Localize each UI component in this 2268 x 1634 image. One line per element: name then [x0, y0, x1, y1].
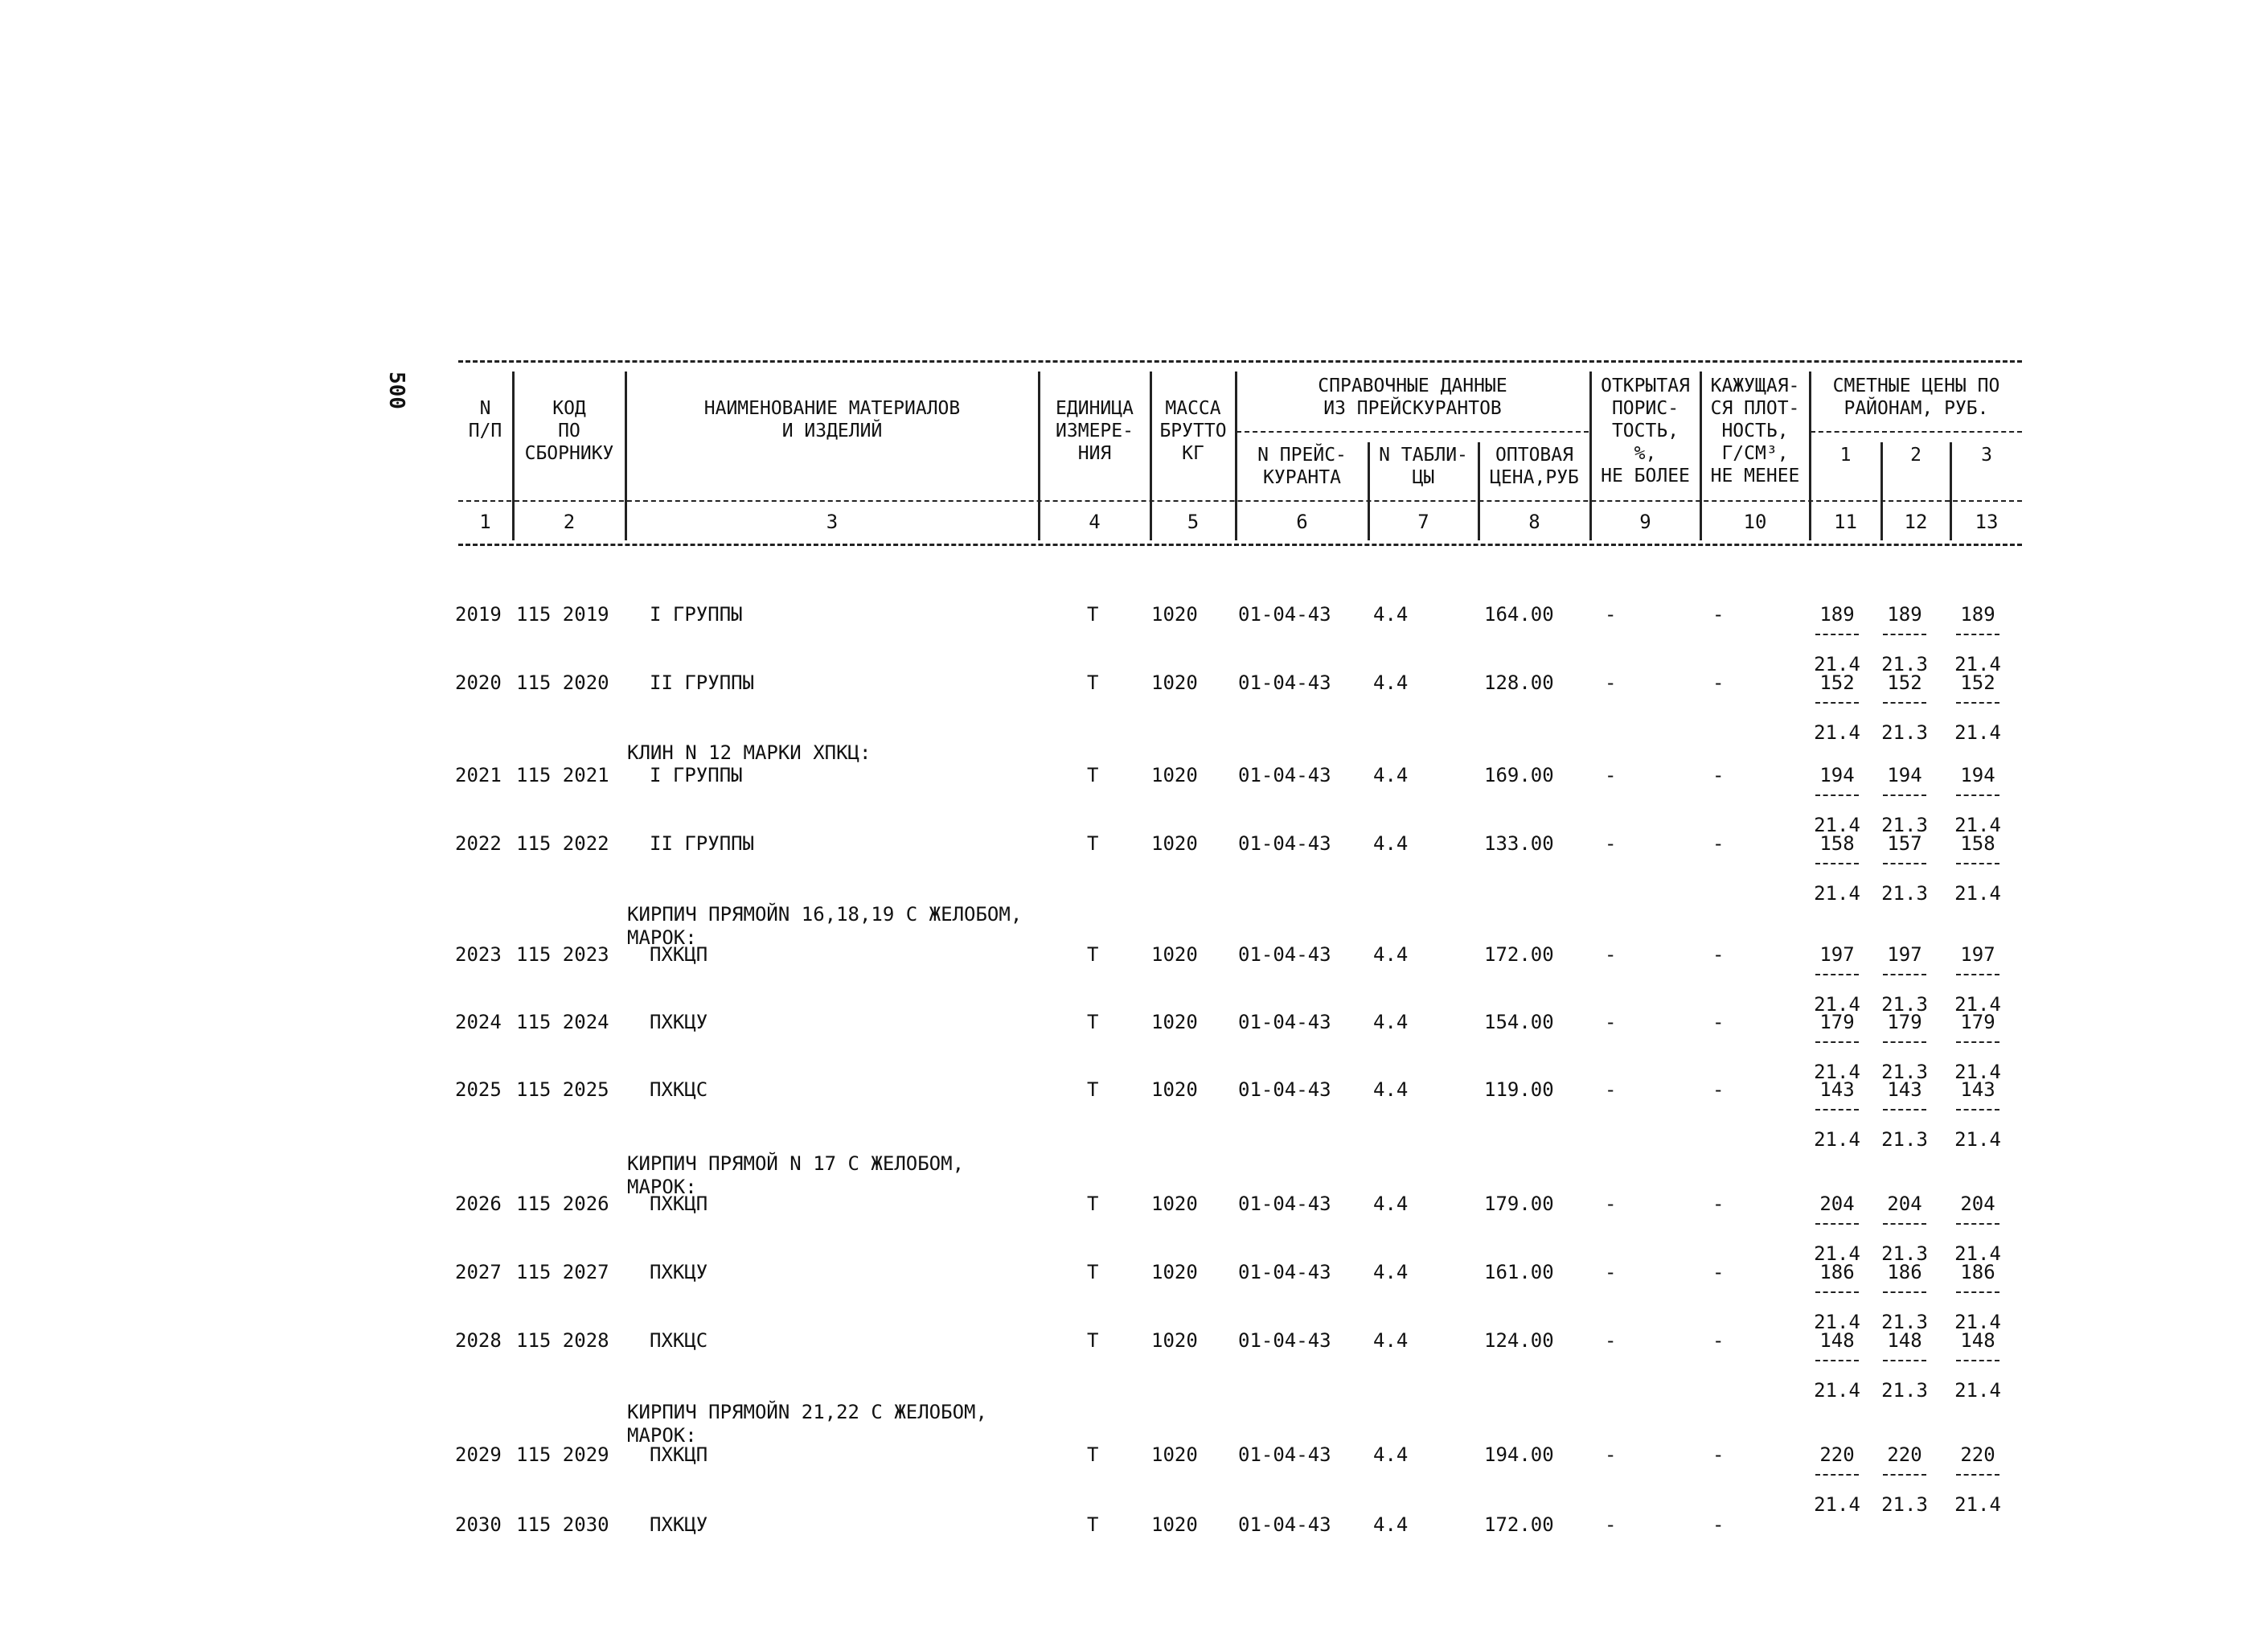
price-value: 158 [1819, 832, 1855, 855]
cell-unit: Т [1087, 943, 1099, 966]
cell-price-list: 01-04-43 [1238, 832, 1331, 855]
section-title: КИРПИЧ ПРЯМОЙ N 17 С ЖЕЛОБОМ, МАРОК: [627, 1152, 965, 1198]
cell-region-price-2 [1876, 1193, 1933, 1265]
cell-mass: 1020 [1151, 1443, 1198, 1466]
cell-unit: Т [1087, 764, 1099, 786]
cell-unit: Т [1087, 671, 1099, 694]
cell-porosity: - [1605, 1193, 1617, 1215]
cell-mass: 1020 [1151, 1513, 1198, 1536]
cell-region-price-2 [1876, 1443, 1933, 1516]
cell-np: 2028 [455, 1329, 502, 1352]
fraction-bar [1815, 863, 1859, 864]
cell-name: ПХКЦУ [650, 1513, 708, 1536]
column-number: 1 [479, 511, 491, 533]
cell-wholesale: 164.00 [1484, 603, 1554, 626]
price-value: 179 [1960, 1011, 1995, 1033]
cell-wholesale: 172.00 [1484, 1513, 1554, 1536]
cell-porosity: - [1605, 764, 1617, 786]
cell-code: 115 2028 [516, 1329, 609, 1352]
fraction-bar [1883, 794, 1926, 796]
cell-mass: 1020 [1151, 1193, 1198, 1215]
cell-region-price-2 [1876, 764, 1933, 836]
cell-code: 115 2029 [516, 1443, 609, 1466]
cell-wholesale: 161.00 [1484, 1261, 1554, 1283]
cell-price-list: 01-04-43 [1238, 943, 1331, 966]
price-coefficient: 21.3 [1881, 993, 1928, 1016]
cell-mass: 1020 [1151, 832, 1198, 855]
section-title: КЛИН N 12 МАРКИ ХПКЦ: [627, 741, 872, 764]
cell-region-price-3 [1950, 764, 2006, 836]
fraction-bar [1883, 1041, 1926, 1043]
price-coefficient: 21.4 [1954, 721, 2001, 744]
cell-wholesale: 194.00 [1484, 1443, 1554, 1466]
price-coefficient: 21.4 [1814, 1493, 1860, 1516]
cell-wholesale: 154.00 [1484, 1011, 1554, 1033]
fraction-bar [1883, 1109, 1926, 1111]
header-reference-group: СПРАВОЧНЫЕ ДАННЫЕ ИЗ ПРЕЙСКУРАНТОВ [1318, 376, 1507, 419]
fraction-bar [1815, 1109, 1859, 1111]
cell-np: 2024 [455, 1011, 502, 1033]
cell-density: - [1712, 1261, 1725, 1283]
cell-mass: 1020 [1151, 1329, 1198, 1352]
cell-wholesale: 179.00 [1484, 1193, 1554, 1215]
cell-np: 2027 [455, 1261, 502, 1283]
price-value: 143 [1960, 1078, 1995, 1101]
header-top-rule [458, 360, 2022, 363]
price-value: 148 [1960, 1329, 1995, 1352]
cell-density: - [1712, 1193, 1725, 1215]
cell-density: - [1712, 764, 1725, 786]
cell-porosity: - [1605, 671, 1617, 694]
price-value: 158 [1960, 832, 1995, 855]
cell-region-price-3 [1950, 1443, 2006, 1516]
price-value: 189 [1819, 603, 1855, 626]
cell-region-price-3 [1950, 1078, 2006, 1151]
cell-unit: Т [1087, 1261, 1099, 1283]
fraction-bar [1883, 1474, 1926, 1476]
cell-np: 2021 [455, 764, 502, 786]
cell-density: - [1712, 671, 1725, 694]
price-coefficient: 21.4 [1954, 1242, 2001, 1265]
cell-wholesale: 128.00 [1484, 671, 1554, 694]
fraction-bar [1956, 1474, 1999, 1476]
cell-density: - [1712, 1513, 1725, 1536]
fraction-bar [1815, 1223, 1859, 1225]
cell-region-price-1 [1809, 1329, 1865, 1402]
fraction-bar [1883, 634, 1926, 635]
cell-mass: 1020 [1151, 603, 1198, 626]
column-number: 4 [1089, 511, 1101, 533]
cell-wholesale: 124.00 [1484, 1329, 1554, 1352]
fraction-bar [1956, 1109, 1999, 1111]
cell-code: 115 2025 [516, 1078, 609, 1101]
fraction-bar [1815, 634, 1859, 635]
cell-porosity: - [1605, 1329, 1617, 1352]
fraction-bar [1815, 702, 1859, 704]
price-coefficient: 21.4 [1814, 882, 1860, 905]
header-bottom-rule [458, 544, 2022, 546]
fraction-bar [1815, 794, 1859, 796]
column-number: 12 [1904, 511, 1928, 533]
cell-density: - [1712, 1329, 1725, 1352]
cell-porosity: - [1605, 1078, 1617, 1101]
cell-np: 2022 [455, 832, 502, 855]
cell-wholesale: 119.00 [1484, 1078, 1554, 1101]
price-coefficient: 21.4 [1954, 1311, 2001, 1333]
price-coefficient: 21.4 [1954, 1493, 2001, 1516]
cell-region-price-1 [1809, 1261, 1865, 1333]
price-value: 148 [1819, 1329, 1855, 1352]
cell-name: ПХКЦС [650, 1078, 708, 1101]
column-number: 3 [826, 511, 839, 533]
cell-wholesale: 169.00 [1484, 764, 1554, 786]
cell-name: ПХКЦП [650, 1193, 708, 1215]
cell-unit: Т [1087, 1513, 1099, 1536]
column-number: 13 [1975, 511, 1999, 533]
fraction-bar [1956, 702, 1999, 704]
price-coefficient: 21.4 [1814, 1311, 1860, 1333]
price-value: 220 [1887, 1443, 1922, 1466]
cell-code: 115 2019 [516, 603, 609, 626]
cell-density: - [1712, 832, 1725, 855]
cell-region-price-2 [1876, 1011, 1933, 1083]
fraction-bar [1956, 1360, 1999, 1361]
price-value: 152 [1960, 671, 1995, 694]
column-number: 7 [1417, 511, 1429, 533]
header-number-rule [458, 500, 2022, 502]
cell-unit: Т [1087, 832, 1099, 855]
cell-name: I ГРУППЫ [650, 603, 743, 626]
cell-table: 4.4 [1373, 764, 1409, 786]
cell-porosity: - [1605, 1261, 1617, 1283]
cell-price-list: 01-04-43 [1238, 1193, 1331, 1215]
cell-porosity: - [1605, 832, 1617, 855]
fraction-bar [1956, 1223, 1999, 1225]
fraction-bar [1815, 1360, 1859, 1361]
cell-code: 115 2027 [516, 1261, 609, 1283]
header-unit: ЕДИНИЦА ИЗМЕРЕ- НИЯ [1056, 398, 1134, 464]
cell-name: ПХКЦС [650, 1329, 708, 1352]
cell-unit: Т [1087, 1193, 1099, 1215]
cell-mass: 1020 [1151, 1078, 1198, 1101]
price-value: 189 [1887, 603, 1922, 626]
cell-region-price-2 [1876, 1078, 1933, 1151]
price-coefficient: 21.3 [1881, 1242, 1928, 1265]
cell-name: I ГРУППЫ [650, 764, 743, 786]
price-value: 189 [1960, 603, 1995, 626]
price-value: 186 [1960, 1261, 1995, 1283]
price-coefficient: 21.4 [1954, 1061, 2001, 1083]
price-value: 152 [1887, 671, 1922, 694]
cell-region-price-3 [1950, 1193, 2006, 1265]
cell-region-price-1 [1809, 1443, 1865, 1516]
cell-porosity: - [1605, 943, 1617, 966]
price-coefficient: 21.4 [1814, 1242, 1860, 1265]
column-number: 10 [1743, 511, 1767, 533]
cell-unit: Т [1087, 1329, 1099, 1352]
price-value: 204 [1960, 1193, 1995, 1215]
fraction-bar [1956, 974, 1999, 975]
cell-density: - [1712, 1078, 1725, 1101]
cell-porosity: - [1605, 1513, 1617, 1536]
header-wholesale: ОПТОВАЯ ЦЕНА,РУБ [1490, 445, 1579, 488]
cell-name: ПХКЦУ [650, 1261, 708, 1283]
cell-np: 2023 [455, 943, 502, 966]
section-title: КИРПИЧ ПРЯМОЙN 21,22 С ЖЕЛОБОМ, МАРОК: [627, 1401, 987, 1447]
fraction-bar [1956, 1041, 1999, 1043]
price-coefficient: 21.4 [1814, 1061, 1860, 1083]
header-prices-group: СМЕТНЫЕ ЦЕНЫ ПО РАЙОНАМ, РУБ. [1832, 376, 2000, 419]
price-value: 148 [1887, 1329, 1922, 1352]
header-np: N П/П [468, 398, 502, 441]
cell-code: 115 2023 [516, 943, 609, 966]
cell-price-list: 01-04-43 [1238, 1443, 1331, 1466]
cell-np: 2025 [455, 1078, 502, 1101]
price-coefficient: 21.4 [1954, 1128, 2001, 1151]
header-mass: МАССА БРУТТО КГ [1159, 398, 1227, 464]
price-value: 194 [1887, 764, 1922, 786]
cell-wholesale: 133.00 [1484, 832, 1554, 855]
price-coefficient: 21.4 [1954, 882, 2001, 905]
fraction-bar [1883, 1223, 1926, 1225]
fraction-bar [1883, 863, 1926, 864]
fraction-bar [1956, 794, 1999, 796]
price-value: 186 [1819, 1261, 1855, 1283]
price-coefficient: 21.3 [1881, 721, 1928, 744]
price-coefficient: 21.4 [1814, 1379, 1860, 1402]
cell-region-price-3 [1950, 1261, 2006, 1333]
cell-code: 115 2020 [516, 671, 609, 694]
cell-name: II ГРУППЫ [650, 671, 755, 694]
cell-region-price-1 [1809, 1078, 1865, 1151]
price-coefficient: 21.3 [1881, 1493, 1928, 1516]
column-number: 2 [563, 511, 576, 533]
header-subrule [1237, 431, 1589, 433]
cell-porosity: - [1605, 603, 1617, 626]
header-porosity: ОТКРЫТАЯ ПОРИС- ТОСТЬ, %, НЕ БОЛЕЕ [1601, 376, 1690, 487]
cell-density: - [1712, 1443, 1725, 1466]
cell-np: 2029 [455, 1443, 502, 1466]
cell-price-list: 01-04-43 [1238, 603, 1331, 626]
price-coefficient: 21.4 [1814, 653, 1860, 675]
price-coefficient: 21.3 [1881, 1311, 1928, 1333]
cell-mass: 1020 [1151, 671, 1198, 694]
cell-name: ПХКЦП [650, 1443, 708, 1466]
cell-density: - [1712, 1011, 1725, 1033]
cell-mass: 1020 [1151, 764, 1198, 786]
price-coefficient: 21.3 [1881, 814, 1928, 836]
header-code: КОД ПО СБОРНИКУ [524, 398, 614, 464]
cell-region-price-3 [1950, 671, 2006, 744]
price-coefficient: 21.3 [1881, 882, 1928, 905]
cell-np: 2020 [455, 671, 502, 694]
cell-region-price-1 [1809, 1011, 1865, 1083]
price-coefficient: 21.4 [1954, 1379, 2001, 1402]
price-value: 197 [1819, 943, 1855, 966]
column-number: 8 [1528, 511, 1540, 533]
page-number: 500 [384, 372, 408, 409]
price-value: 152 [1819, 671, 1855, 694]
price-coefficient: 21.4 [1954, 814, 2001, 836]
cell-mass: 1020 [1151, 1011, 1198, 1033]
cell-name: II ГРУППЫ [650, 832, 755, 855]
cell-porosity: - [1605, 1011, 1617, 1033]
cell-region-price-1 [1809, 603, 1865, 675]
cell-region-price-1 [1809, 832, 1865, 905]
price-coefficient: 21.4 [1814, 1128, 1860, 1151]
price-coefficient: 21.4 [1814, 721, 1860, 744]
cell-code: 115 2022 [516, 832, 609, 855]
cell-table: 4.4 [1373, 1011, 1409, 1033]
price-value: 204 [1887, 1193, 1922, 1215]
price-value: 179 [1819, 1011, 1855, 1033]
cell-mass: 1020 [1151, 1261, 1198, 1283]
price-value: 143 [1819, 1078, 1855, 1101]
cell-price-list: 01-04-43 [1238, 1261, 1331, 1283]
column-number: 9 [1639, 511, 1651, 533]
price-value: 204 [1819, 1193, 1855, 1215]
price-value: 220 [1819, 1443, 1855, 1466]
header-region-3: 3 [1981, 445, 1992, 466]
cell-name: ПХКЦУ [650, 1011, 708, 1033]
column-number: 11 [1834, 511, 1857, 533]
header-subrule [1811, 431, 2022, 433]
price-coefficient: 21.4 [1814, 814, 1860, 836]
price-coefficient: 21.3 [1881, 1379, 1928, 1402]
cell-density: - [1712, 603, 1725, 626]
cell-region-price-2 [1876, 832, 1933, 905]
fraction-bar [1883, 702, 1926, 704]
price-value: 143 [1887, 1078, 1922, 1101]
cell-region-price-3 [1950, 1329, 2006, 1402]
cell-code: 115 2026 [516, 1193, 609, 1215]
cell-price-list: 01-04-43 [1238, 1011, 1331, 1033]
cell-region-price-3 [1950, 832, 2006, 905]
cell-density: - [1712, 943, 1725, 966]
header-region-2: 2 [1910, 445, 1921, 466]
header-name: НАИМЕНОВАНИЕ МАТЕРИАЛОВ И ИЗДЕЛИЙ [703, 398, 961, 441]
cell-code: 115 2024 [516, 1011, 609, 1033]
cell-table: 4.4 [1373, 671, 1409, 694]
price-value: 186 [1887, 1261, 1922, 1283]
cell-unit: Т [1087, 1443, 1099, 1466]
cell-table: 4.4 [1373, 1513, 1409, 1536]
cell-region-price-3 [1950, 943, 2006, 1016]
section-title: КИРПИЧ ПРЯМОЙN 16,18,19 С ЖЕЛОБОМ, МАРОК: [627, 903, 1023, 949]
price-coefficient: 21.4 [1814, 993, 1860, 1016]
fraction-bar [1956, 863, 1999, 864]
cell-wholesale: 172.00 [1484, 943, 1554, 966]
price-value: 197 [1887, 943, 1922, 966]
fraction-bar [1883, 1291, 1926, 1293]
cell-table: 4.4 [1373, 1261, 1409, 1283]
price-coefficient: 21.4 [1954, 653, 2001, 675]
price-coefficient: 21.3 [1881, 1128, 1928, 1151]
cell-region-price-1 [1809, 1193, 1865, 1265]
cell-region-price-1 [1809, 764, 1865, 836]
cell-region-price-2 [1876, 671, 1933, 744]
cell-name: ПХКЦП [650, 943, 708, 966]
price-value: 194 [1819, 764, 1855, 786]
cell-np: 2019 [455, 603, 502, 626]
cell-price-list: 01-04-43 [1238, 1513, 1331, 1536]
cell-table: 4.4 [1373, 1193, 1409, 1215]
cell-table: 4.4 [1373, 832, 1409, 855]
cell-price-list: 01-04-43 [1238, 1329, 1331, 1352]
cell-np: 2030 [455, 1513, 502, 1536]
header-price-list: N ПРЕЙС- КУРАНТА [1257, 445, 1347, 488]
cell-table: 4.4 [1373, 1329, 1409, 1352]
cell-table: 4.4 [1373, 943, 1409, 966]
fraction-bar [1956, 1291, 1999, 1293]
cell-region-price-1 [1809, 943, 1865, 1016]
fraction-bar [1883, 1360, 1926, 1361]
price-value: 220 [1960, 1443, 1995, 1466]
column-number: 5 [1187, 511, 1200, 533]
header-region-1: 1 [1839, 445, 1852, 466]
fraction-bar [1956, 634, 1999, 635]
header-density: КАЖУЩАЯ- СЯ ПЛОТ- НОСТЬ, Г/СМ³, НЕ МЕНЕЕ [1710, 376, 1800, 487]
cell-unit: Т [1087, 1011, 1099, 1033]
fraction-bar [1815, 1474, 1859, 1476]
cell-region-price-2 [1876, 943, 1933, 1016]
fraction-bar [1815, 974, 1859, 975]
header-table: N ТАБЛИ- ЦЫ [1379, 445, 1468, 488]
fraction-bar [1815, 1041, 1859, 1043]
price-coefficient: 21.4 [1954, 993, 2001, 1016]
price-value: 197 [1960, 943, 1995, 966]
cell-table: 4.4 [1373, 1443, 1409, 1466]
cell-unit: Т [1087, 603, 1099, 626]
fraction-bar [1815, 1291, 1859, 1293]
cell-unit: Т [1087, 1078, 1099, 1101]
cell-np: 2026 [455, 1193, 502, 1215]
fraction-bar [1883, 974, 1926, 975]
cell-region-price-3 [1950, 1011, 2006, 1083]
cell-table: 4.4 [1373, 1078, 1409, 1101]
cell-region-price-3 [1950, 603, 2006, 675]
price-coefficient: 21.3 [1881, 653, 1928, 675]
cell-region-price-2 [1876, 1261, 1933, 1333]
cell-porosity: - [1605, 1443, 1617, 1466]
price-value: 194 [1960, 764, 1995, 786]
cell-region-price-1 [1809, 671, 1865, 744]
price-coefficient: 21.3 [1881, 1061, 1928, 1083]
cell-code: 115 2030 [516, 1513, 609, 1536]
cell-region-price-2 [1876, 1329, 1933, 1402]
price-value: 179 [1887, 1011, 1922, 1033]
cell-price-list: 01-04-43 [1238, 671, 1331, 694]
cell-code: 115 2021 [516, 764, 609, 786]
column-number: 6 [1296, 511, 1308, 533]
cell-table: 4.4 [1373, 603, 1409, 626]
price-value: 157 [1887, 832, 1922, 855]
cell-price-list: 01-04-43 [1238, 1078, 1331, 1101]
cell-mass: 1020 [1151, 943, 1198, 966]
cell-region-price-2 [1876, 603, 1933, 675]
cell-price-list: 01-04-43 [1238, 764, 1331, 786]
